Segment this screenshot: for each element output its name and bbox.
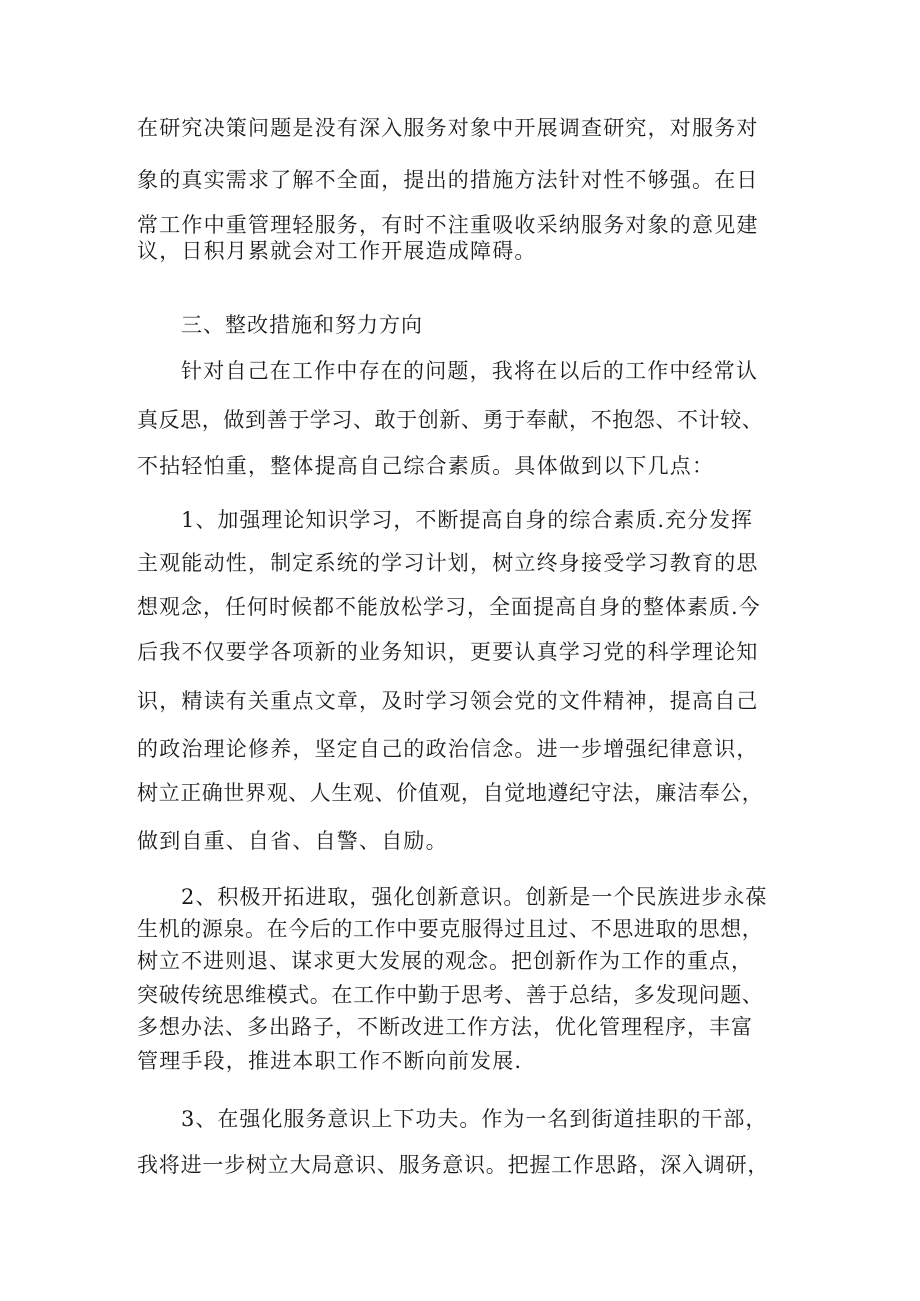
text-line: 主观能动性，制定系统的学习计划，树立终身接受学习教育的思 [137, 551, 759, 575]
text-line: 后我不仅要学各项新的业务知识，更要认真学习党的科学理论知 [137, 640, 759, 664]
text-line: 不拈轻怕重，整体提高自己综合素质。具体做到以下几点： [137, 454, 715, 478]
text-line: 真反思，做到善于学习、敢于创新、勇于奉献，不抱怨、不计较、 [137, 408, 764, 432]
text-line: 的政治理论修养，坚定自己的政治信念。进一步增强纪律意识， [137, 737, 759, 761]
text-line: 想观念，任何时候都不能放松学习，全面提高自身的整体素质.今 [137, 595, 761, 619]
text-line: 识，精读有关重点文章，及时学习领会党的文件精神，提高自己 [137, 689, 759, 713]
text-line: 管理手段，推进本职工作不断向前发展. [137, 1049, 523, 1073]
list-item-3-line: 3、在强化服务意识上下功夫。作为一名到街道挂职的干部， [181, 1107, 768, 1131]
text-line: 我将进一步树立大局意识、服务意识。把握工作思路，深入调研， [137, 1153, 770, 1177]
text-line: 做到自重、自省、自警、自励。 [137, 829, 448, 853]
text-line: 在研究决策问题是没有深入服务对象中开展调查研究，对服务对 [137, 116, 759, 140]
text-line: 树立不进则退、谋求更大发展的观念。把创新作为工作的重点， [137, 949, 753, 973]
text-line: 象的真实需求了解不全面，提出的措施方法针对性不够强。在日 [137, 168, 759, 192]
text-line: 议，日积月累就会对工作开展造成障碍。 [137, 239, 537, 263]
list-item-2-line: 2、积极开拓进取，强化创新意识。创新是一个民族进步永葆 [181, 885, 768, 909]
text-line: 突破传统思维模式。在工作中勤于思考、善于总结，多发现问题、 [137, 983, 764, 1007]
text-line: 生机的源泉。在今后的工作中要克服得过且过、不思进取的思想， [137, 917, 764, 941]
text-line: 常工作中重管理轻服务，有时不注重吸收采纳服务对象的意见建 [137, 213, 759, 237]
text-line: 针对自己在工作中存在的问题，我将在以后的工作中经常认 [181, 359, 759, 383]
text-line: 树立正确世界观、人生观、价值观，自觉地遵纪守法，廉洁奉公， [137, 781, 764, 805]
text-line: 多想办法、多出路子，不断改进工作方法，优化管理程序，丰富 [137, 1015, 753, 1039]
section-heading: 三、整改措施和努力方向 [181, 313, 423, 337]
list-item-1-line: 1、加强理论知识学习，不断提高自身的综合素质.充分发挥 [181, 508, 754, 532]
